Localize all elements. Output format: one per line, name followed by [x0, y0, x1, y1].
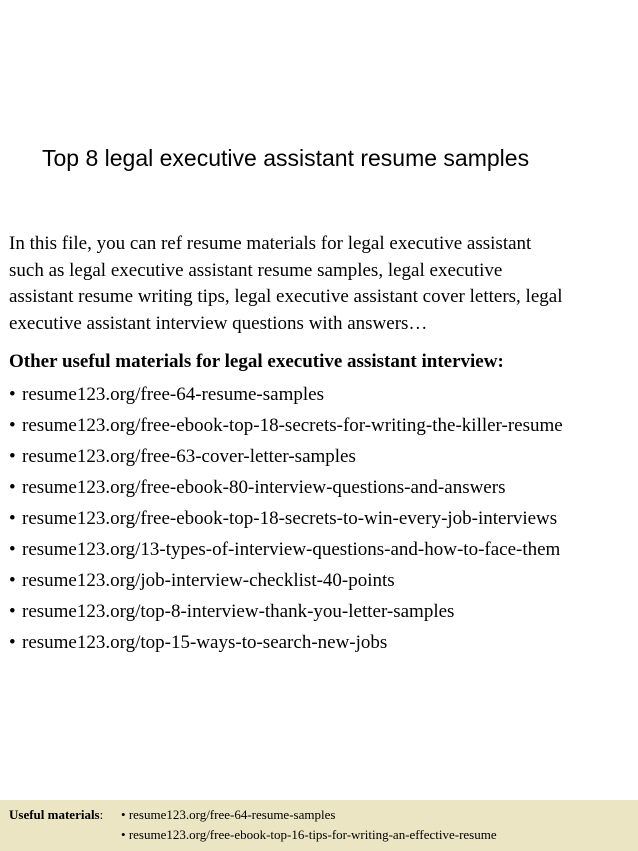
- footer-link-list: [121, 805, 497, 845]
- other-materials-heading: Other useful materials for legal executive assistant interview:: [9, 351, 504, 372]
- footer-label: [9, 805, 103, 825]
- intro-line: assistant resume writing tips, legal executive assistant cover letters, legal: [9, 286, 563, 307]
- bullet-icon: •: [9, 477, 16, 498]
- list-item: [121, 805, 497, 825]
- intro-line: In this file, you can ref resume materials for legal executive assistant: [9, 233, 532, 254]
- footer-link[interactable]: resume123.org/free-64-resume-samples: [128, 807, 336, 822]
- material-link[interactable]: resume123.org/top-8-interview-thank-you-letter-samples: [22, 601, 455, 622]
- footer-link[interactable]: resume123.org/free-ebook-top-16-tips-for-writing-an-effective-resume: [128, 827, 497, 842]
- bullet-icon: •: [9, 384, 16, 405]
- list-item: [9, 379, 563, 410]
- footer-bar: [0, 800, 638, 851]
- bullet-icon: •: [9, 539, 16, 560]
- list-item: [9, 565, 563, 596]
- list-item: [9, 441, 563, 472]
- material-link[interactable]: resume123.org/free-64-resume-samples: [22, 384, 324, 405]
- list-item: [9, 596, 563, 627]
- list-item: [9, 472, 563, 503]
- bullet-icon: •: [9, 570, 16, 591]
- bullet-icon: •: [121, 827, 126, 842]
- bullet-icon: •: [9, 632, 16, 653]
- list-item: [9, 534, 563, 565]
- materials-link-list: [9, 379, 563, 658]
- material-link[interactable]: resume123.org/free-63-cover-letter-samples: [22, 446, 356, 467]
- page-title: Top 8 legal executive assistant resume samples: [42, 145, 530, 171]
- list-item: [9, 410, 563, 441]
- bullet-icon: •: [9, 601, 16, 622]
- bullet-icon: •: [9, 446, 16, 467]
- footer-label-separator: :: [99, 807, 104, 822]
- material-link[interactable]: resume123.org/free-ebook-top-18-secrets-for-writing-the-killer-resume: [22, 415, 563, 436]
- material-link[interactable]: resume123.org/13-types-of-interview-questions-and-how-to-face-them: [22, 539, 561, 560]
- material-link[interactable]: resume123.org/free-ebook-80-interview-questions-and-answers: [22, 477, 506, 498]
- bullet-icon: •: [121, 807, 126, 822]
- bullet-icon: •: [9, 508, 16, 529]
- list-item: [121, 825, 497, 845]
- intro-line: executive assistant interview questions with answers…: [9, 312, 428, 334]
- bullet-icon: •: [9, 415, 16, 436]
- list-item: [9, 503, 563, 534]
- intro-paragraph: [9, 231, 635, 337]
- list-item: [9, 627, 563, 658]
- material-link[interactable]: resume123.org/free-ebook-top-18-secrets-to-win-every-job-interviews: [22, 508, 558, 529]
- material-link[interactable]: resume123.org/job-interview-checklist-40-points: [22, 570, 395, 591]
- intro-line: such as legal executive assistant resume samples, legal executive: [9, 259, 503, 281]
- footer-label-text: Useful materials: [9, 807, 100, 822]
- material-link[interactable]: resume123.org/top-15-ways-to-search-new-jobs: [22, 632, 388, 653]
